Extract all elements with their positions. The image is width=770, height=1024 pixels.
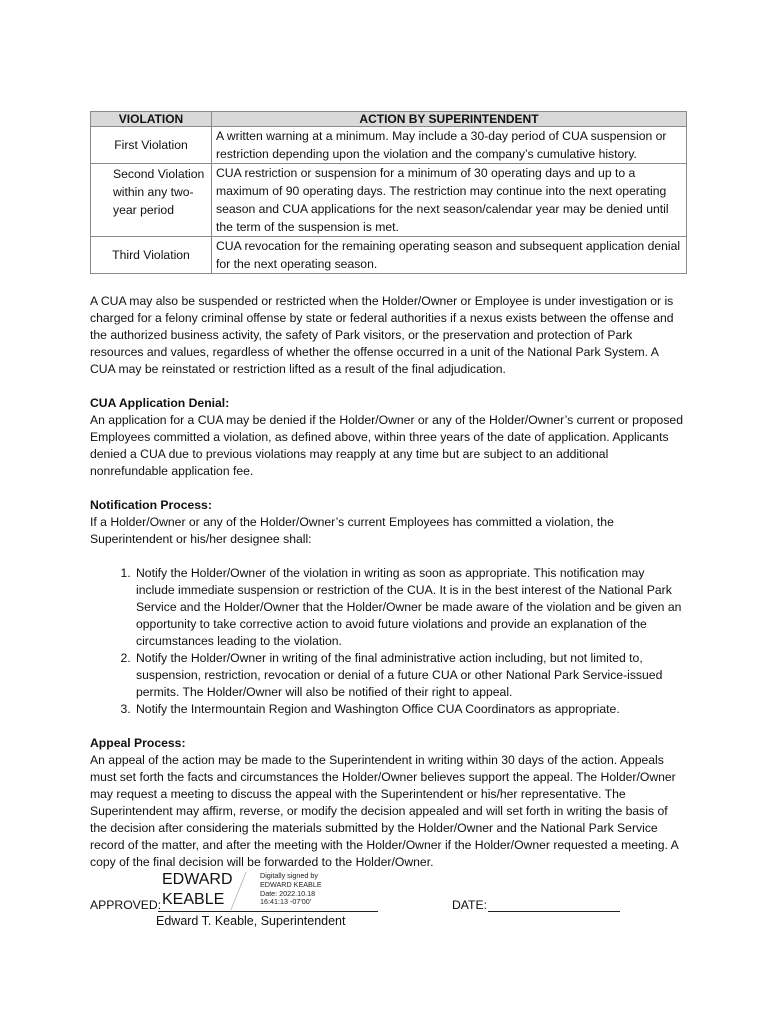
table-row	[91, 164, 687, 237]
digital-signature-line: Digitally signed by	[260, 871, 318, 880]
signer-caption: Edward T. Keable, Superintendent	[156, 914, 346, 928]
signature-first-name: EDWARD	[162, 871, 233, 888]
table-header-row	[91, 112, 687, 127]
notification-heading: Notification Process:	[90, 498, 212, 512]
action-cell: A written warning at a minimum. May include a 30-day period of CUA suspension or restriction depending upon the violation and the company’s cumulative history.	[212, 127, 687, 164]
digital-signature-line: EDWARD KEABLE	[260, 879, 322, 889]
notification-text: If a Holder/Owner or any of the Holder/Owner’s current Employees has committed a violation, the Superintendent or his/her designee shall:	[90, 515, 614, 546]
denial-text: An application for a CUA may be denied if the Holder/Owner or any of the Holder/Owner’s current or proposed Employees committed a violation, as defined above, within three years of the date of application. Applicants denied a CUA due to previous violations may reapply at any time but are subject to an additional nonrefundable application fee.	[90, 413, 683, 478]
appeal-section	[90, 735, 685, 871]
violation-cell	[91, 127, 212, 164]
violation-cell	[91, 164, 212, 237]
signature-line	[158, 911, 378, 912]
approved-label: APPROVED:	[90, 898, 162, 912]
header-action: ACTION BY SUPERINTENDENT	[212, 112, 687, 127]
list-item: 1. Notify the Holder/Owner of the violation in writing as soon as appropriate. This notification may include immediate suspension or restriction of the CUA. It is in the best interest of the National Park Service and the Holder/Owner that the Holder/Owner be made aware of the violation and be given an opportunity to take corrective action to avoid future violations and provide an explanation of the circumstances leading to the violation.	[134, 565, 685, 650]
notification-section	[90, 497, 685, 718]
action-cell: CUA revocation for the remaining operating season and subsequent application denial for the next operating season.	[212, 237, 687, 274]
date-line	[488, 911, 620, 912]
table-row	[91, 127, 687, 164]
appeal-heading: Appeal Process:	[90, 736, 186, 750]
table-row	[91, 237, 687, 274]
violation-label: Second Violation within any two-year period	[113, 167, 205, 217]
violation-label: First Violation	[114, 138, 188, 152]
digital-signature-details	[260, 872, 322, 907]
digital-signature-line: 16:41:13 -07'00'	[260, 897, 312, 907]
document-body	[90, 293, 685, 871]
signature	[162, 870, 233, 910]
list-item: 3. Notify the Intermountain Region and Washington Office CUA Coordinators as appropriate.	[134, 701, 685, 718]
approval-block	[90, 870, 690, 940]
appeal-text: An appeal of the action may be made to the Superintendent in writing within 30 days of the action. Appeals must set forth the facts and circumstances the Holder/Owner believes support the appeal. The Holder/Owner may request a meeting to discuss the appeal with the Superintendent or his/her representative. The Superintendent may affirm, reverse, or modify the decision appealed and will set forth in writing the basis of the decision after considering the materials submitted by the Holder/Owner and the National Park Service record of the matter, and after the meeting with the Holder/Owner if the Holder/Owner requested a meeting. A copy of the final decision will be forwarded to the Holder/Owner.	[90, 753, 679, 869]
list-item: 2. Notify the Holder/Owner in writing of the final administrative action including, but not limited to, suspension, restriction, revocation or denial of a future CUA or other National Park Service-issued permits. The Holder/Owner will also be notified of their right to appeal.	[134, 650, 685, 701]
date-label: DATE:	[452, 898, 487, 912]
signature-last-name: KEABLE	[162, 891, 225, 908]
digital-signature-line: Date: 2022.10.18	[260, 888, 316, 898]
intro-paragraph: A CUA may also be suspended or restricted when the Holder/Owner or Employee is under investigation or is charged for a felony criminal offense by state or federal authorities if a nexus exists between the offense and the authorized business activity, the safety of Park visitors, or the preservation and protection of Park resources and values, regardless of whether the offense occurred in a unit of the National Park System. A CUA may be reinstated or restriction lifted as a result of the final adjudication.	[90, 294, 674, 376]
violation-cell	[91, 237, 212, 274]
violation-table	[90, 111, 687, 274]
action-cell: CUA restriction or suspension for a minimum of 30 operating days and up to a maximum of 90 operating days. The restriction may continue into the next operating season and CUA applications for the next season/calendar year may be denied until the term of the suspension is met.	[212, 164, 687, 237]
violation-label: Third Violation	[112, 248, 190, 262]
notification-list	[90, 565, 685, 718]
header-violation: VIOLATION	[91, 112, 212, 127]
denial-heading: CUA Application Denial:	[90, 396, 230, 410]
denial-section	[90, 395, 685, 480]
